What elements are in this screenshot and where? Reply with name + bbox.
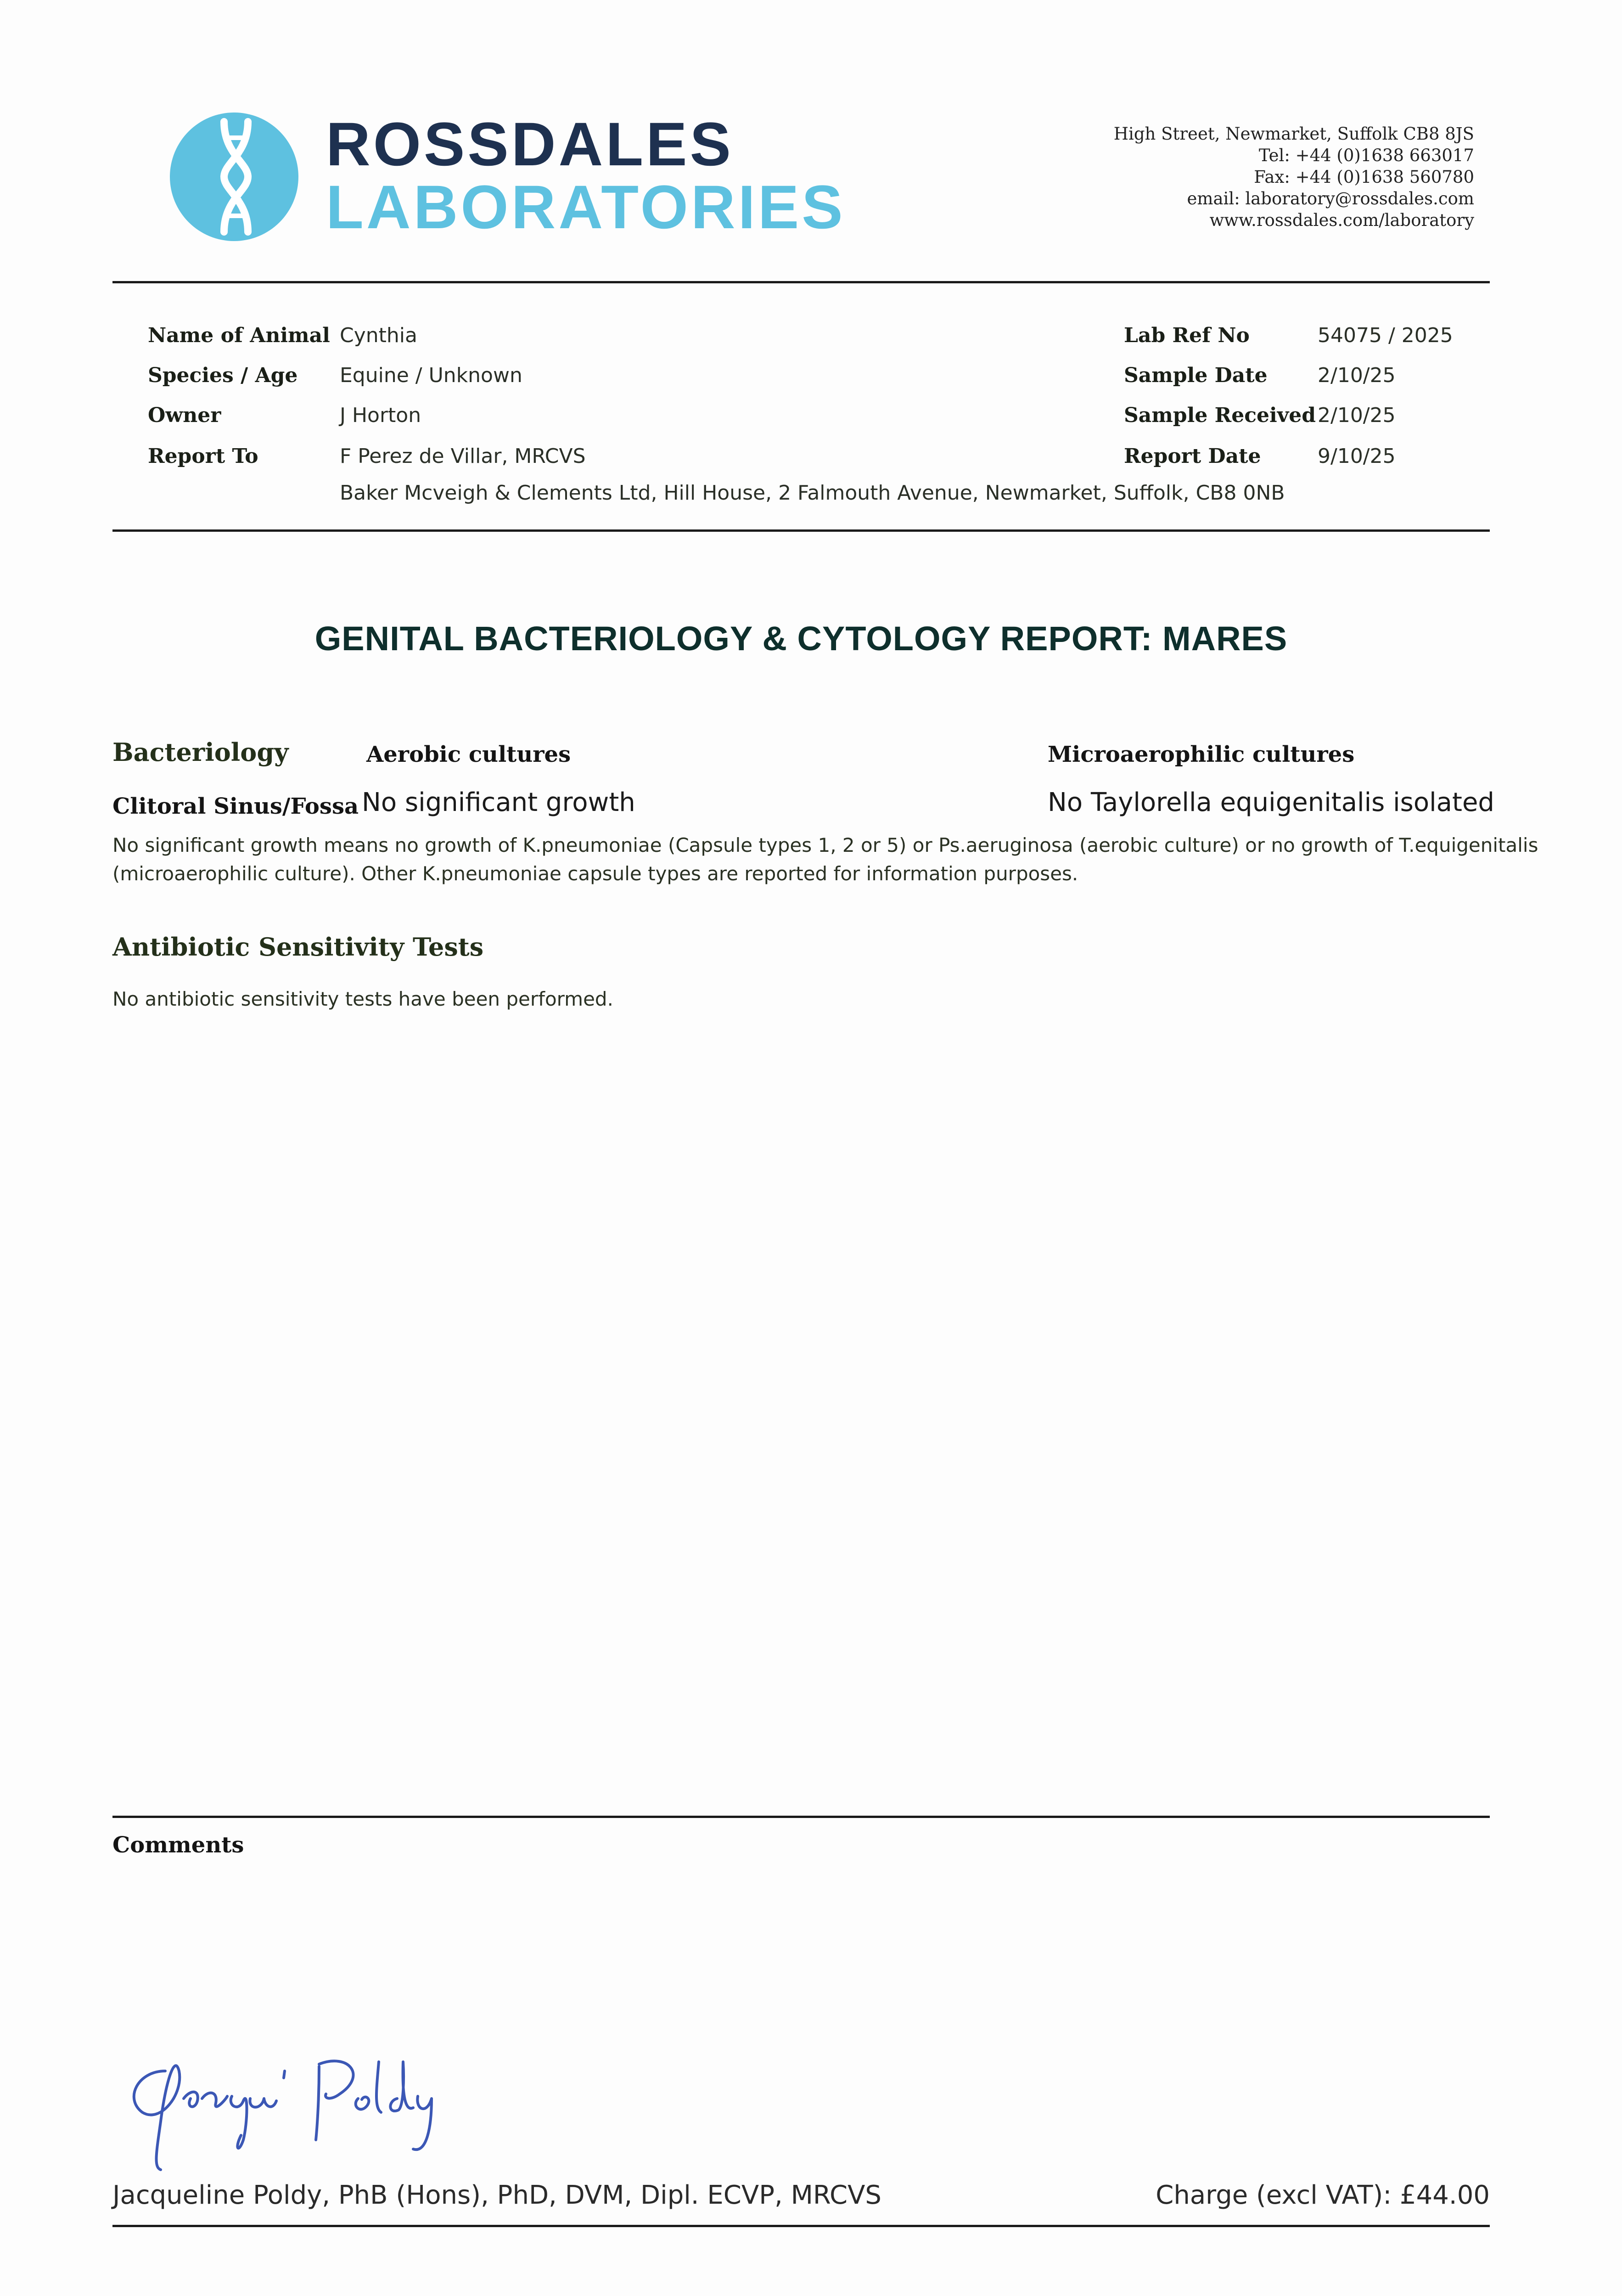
label-species-age: Species / Age bbox=[148, 364, 298, 387]
label-sample-received: Sample Received bbox=[1124, 404, 1316, 427]
value-species-age: Equine / Unknown bbox=[340, 364, 522, 387]
website-line: www.rossdales.com/laboratory bbox=[1209, 210, 1474, 230]
value-sample-received: 2/10/25 bbox=[1318, 404, 1396, 427]
report-to-address: Baker Mcveigh & Clements Ltd, Hill House, 2 Falmouth Avenue, Newmarket, Suffolk, CB8 0NB bbox=[340, 481, 1285, 505]
label-report-date: Report Date bbox=[1124, 445, 1261, 468]
brand-subname: LABORATORIES bbox=[326, 173, 846, 242]
signature-image bbox=[110, 2020, 459, 2177]
logo-emblem bbox=[170, 113, 298, 241]
label-lab-ref: Lab Ref No bbox=[1124, 324, 1250, 347]
label-name-of-animal: Name of Animal bbox=[148, 324, 330, 347]
value-report-to: F Perez de Villar, MRCVS bbox=[340, 445, 586, 468]
label-report-to: Report To bbox=[148, 445, 258, 468]
brand-name: ROSSDALES bbox=[326, 110, 734, 179]
sample-site: Clitoral Sinus/Fossa bbox=[112, 793, 359, 819]
email-line: email: laboratory@rossdales.com bbox=[1187, 189, 1474, 208]
value-lab-ref: 54075 / 2025 bbox=[1318, 324, 1453, 347]
value-owner: J Horton bbox=[340, 404, 421, 427]
info-divider bbox=[112, 529, 1490, 532]
footer-divider bbox=[112, 2225, 1490, 2227]
microaerophilic-result: No Taylorella equigenitalis isolated bbox=[1048, 788, 1494, 817]
value-sample-date: 2/10/25 bbox=[1318, 364, 1396, 387]
signatory-name: Jacqueline Poldy, PhB (Hons), PhD, DVM, Dipl. ECVP, MRCVS bbox=[112, 2180, 881, 2210]
comments-divider bbox=[112, 1816, 1490, 1818]
label-owner: Owner bbox=[148, 404, 221, 427]
address-line: High Street, Newmarket, Suffolk CB8 8JS bbox=[1113, 124, 1474, 144]
microaerophilic-heading: Microaerophilic cultures bbox=[1048, 742, 1355, 767]
note-line: (microaerophilic culture). Other K.pneumoniae capsule types are reported for information purposes. bbox=[112, 862, 1078, 885]
value-name-of-animal: Cynthia bbox=[340, 324, 417, 347]
bacteriology-note bbox=[112, 831, 1538, 888]
header-divider bbox=[112, 281, 1490, 283]
value-report-date: 9/10/25 bbox=[1318, 445, 1396, 468]
phone-line: Tel: +44 (0)1638 663017 bbox=[1258, 146, 1474, 165]
dna-helix-icon bbox=[170, 113, 298, 241]
report-title: GENITAL BACTERIOLOGY & CYTOLOGY REPORT: MARES bbox=[314, 619, 1288, 658]
aerobic-heading: Aerobic cultures bbox=[366, 742, 571, 767]
antibiotic-heading: Antibiotic Sensitivity Tests bbox=[112, 932, 484, 962]
note-line: No significant growth means no growth of K.pneumoniae (Capsule types 1, 2 or 5) or Ps.aeruginosa (aerobic culture) or no growth of T.equigenitalis bbox=[112, 834, 1538, 856]
aerobic-result: No significant growth bbox=[362, 788, 635, 817]
comments-heading: Comments bbox=[112, 1832, 244, 1858]
lab-address bbox=[1114, 123, 1474, 231]
bacteriology-heading: Bacteriology bbox=[112, 737, 289, 767]
antibiotic-text: No antibiotic sensitivity tests have been performed. bbox=[112, 988, 613, 1010]
charge-amount: Charge (excl VAT): £44.00 bbox=[1156, 2180, 1490, 2210]
fax-line: Fax: +44 (0)1638 560780 bbox=[1254, 167, 1474, 187]
label-sample-date: Sample Date bbox=[1124, 364, 1268, 387]
